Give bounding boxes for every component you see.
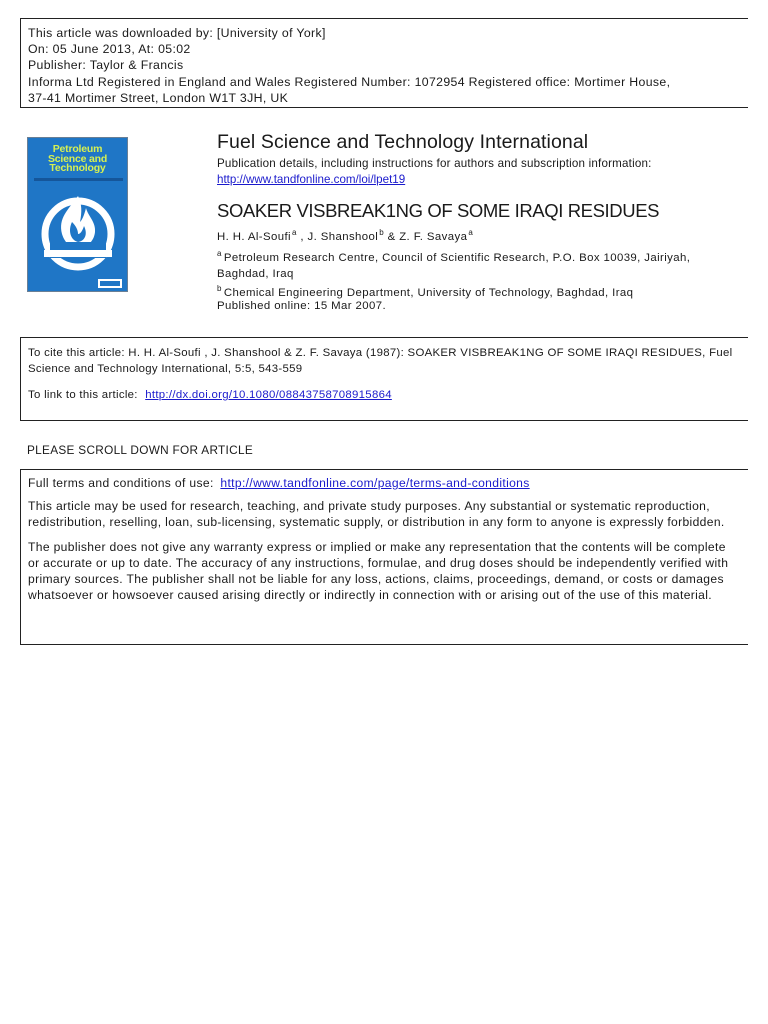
cover-title [28, 145, 127, 174]
author-affiliation-mark: b [379, 228, 385, 237]
affiliation-mark: a [217, 249, 222, 258]
affiliation-mark: b [217, 284, 222, 293]
affiliation-text: Petroleum Research Centre, Council of Scientific Research, P.O. Box 10039, Jairiyah, Baghdad, Iraq [217, 252, 691, 280]
terms-paragraph-usage: This article may be used for research, teaching, and private study purposes. Any substantial or systematic reproduction, redistribution, reselling, loan, sub-licensing, systematic supply, or distribution in any form to anyone is expressly forbidden. [28, 498, 725, 529]
journal-url-link[interactable]: http://www.tandfonline.com/loi/lpet19 [217, 173, 406, 186]
citation-text: To cite this article: H. H. Al-Soufi , J. Shanshool & Z. F. Savaya (1987): SOAKER VISBREAK1NG OF SOME IRAQI RESIDUES, Fuel Science and Technology International, 5:5, 543-559 [28, 347, 733, 375]
author-name: Z. F. Savaya [399, 231, 468, 243]
affiliation-a [217, 246, 737, 282]
author-affiliation-mark: a [291, 228, 297, 237]
download-info-line: On: 05 June 2013, At: 05:02 [28, 42, 191, 57]
journal-cover-image [27, 137, 128, 292]
affiliation-b [217, 281, 737, 302]
author-name: J. Shanshool [307, 231, 379, 243]
doi-link-line [28, 387, 736, 403]
terms-link-line [28, 476, 736, 492]
author-affiliation-mark: a [468, 228, 474, 237]
download-info-line: 37-41 Mortimer Street, London W1T 3JH, UK [28, 90, 289, 105]
author-separator: , [296, 231, 308, 243]
cover-title-line: Petroleum [52, 143, 103, 155]
terms-paragraph-disclaimer: The publisher does not give any warranty express or implied or make any representation that the contents will be complete or accurate or up to date. The accuracy of any instructions, formulae, and drug doses should be independently verified with primary sources. The publisher shall not be liable for any loss, actions, claims, proceedings, demand, or costs or damages whatsoever or howsoever caused arising directly or indirectly in connection with or arising out of the use of this material. [28, 540, 729, 602]
author-separator: & [384, 231, 400, 243]
terms-label: Full terms and conditions of use: [28, 476, 214, 490]
published-online-date: Published online: 15 Mar 2007. [217, 300, 387, 312]
author-name: H. H. Al-Soufi [217, 231, 291, 243]
doi-link-label: To link to this article: [28, 389, 138, 401]
terms-box [20, 469, 748, 645]
download-info-box [20, 18, 748, 108]
download-info-line: Informa Ltd Registered in England and Wales Registered Number: 1072954 Registered office: Mortimer House, [28, 74, 671, 89]
author-list [217, 228, 473, 243]
terms-link[interactable]: http://www.tandfonline.com/page/terms-and-conditions [220, 476, 530, 490]
article-title: SOAKER VISBREAK1NG OF SOME IRAQI RESIDUES [217, 200, 660, 221]
cover-title-line: Technology [49, 162, 106, 174]
affiliation-text: Chemical Engineering Department, University of Technology, Baghdad, Iraq [223, 287, 634, 299]
citation-box [20, 337, 748, 421]
download-info-line: This article was downloaded by: [University of York] [28, 26, 326, 40]
cover-title-line: Science and [47, 152, 108, 165]
download-info-line: Publisher: Taylor & Francis [28, 58, 184, 73]
scroll-down-note: PLEASE SCROLL DOWN FOR ARTICLE [27, 443, 253, 457]
publication-details: Publication details, including instructions for authors and subscription information: [217, 157, 652, 170]
journal-title: Fuel Science and Technology International [217, 131, 589, 153]
doi-link[interactable]: http://dx.doi.org/10.1080/08843758708915864 [145, 389, 392, 401]
